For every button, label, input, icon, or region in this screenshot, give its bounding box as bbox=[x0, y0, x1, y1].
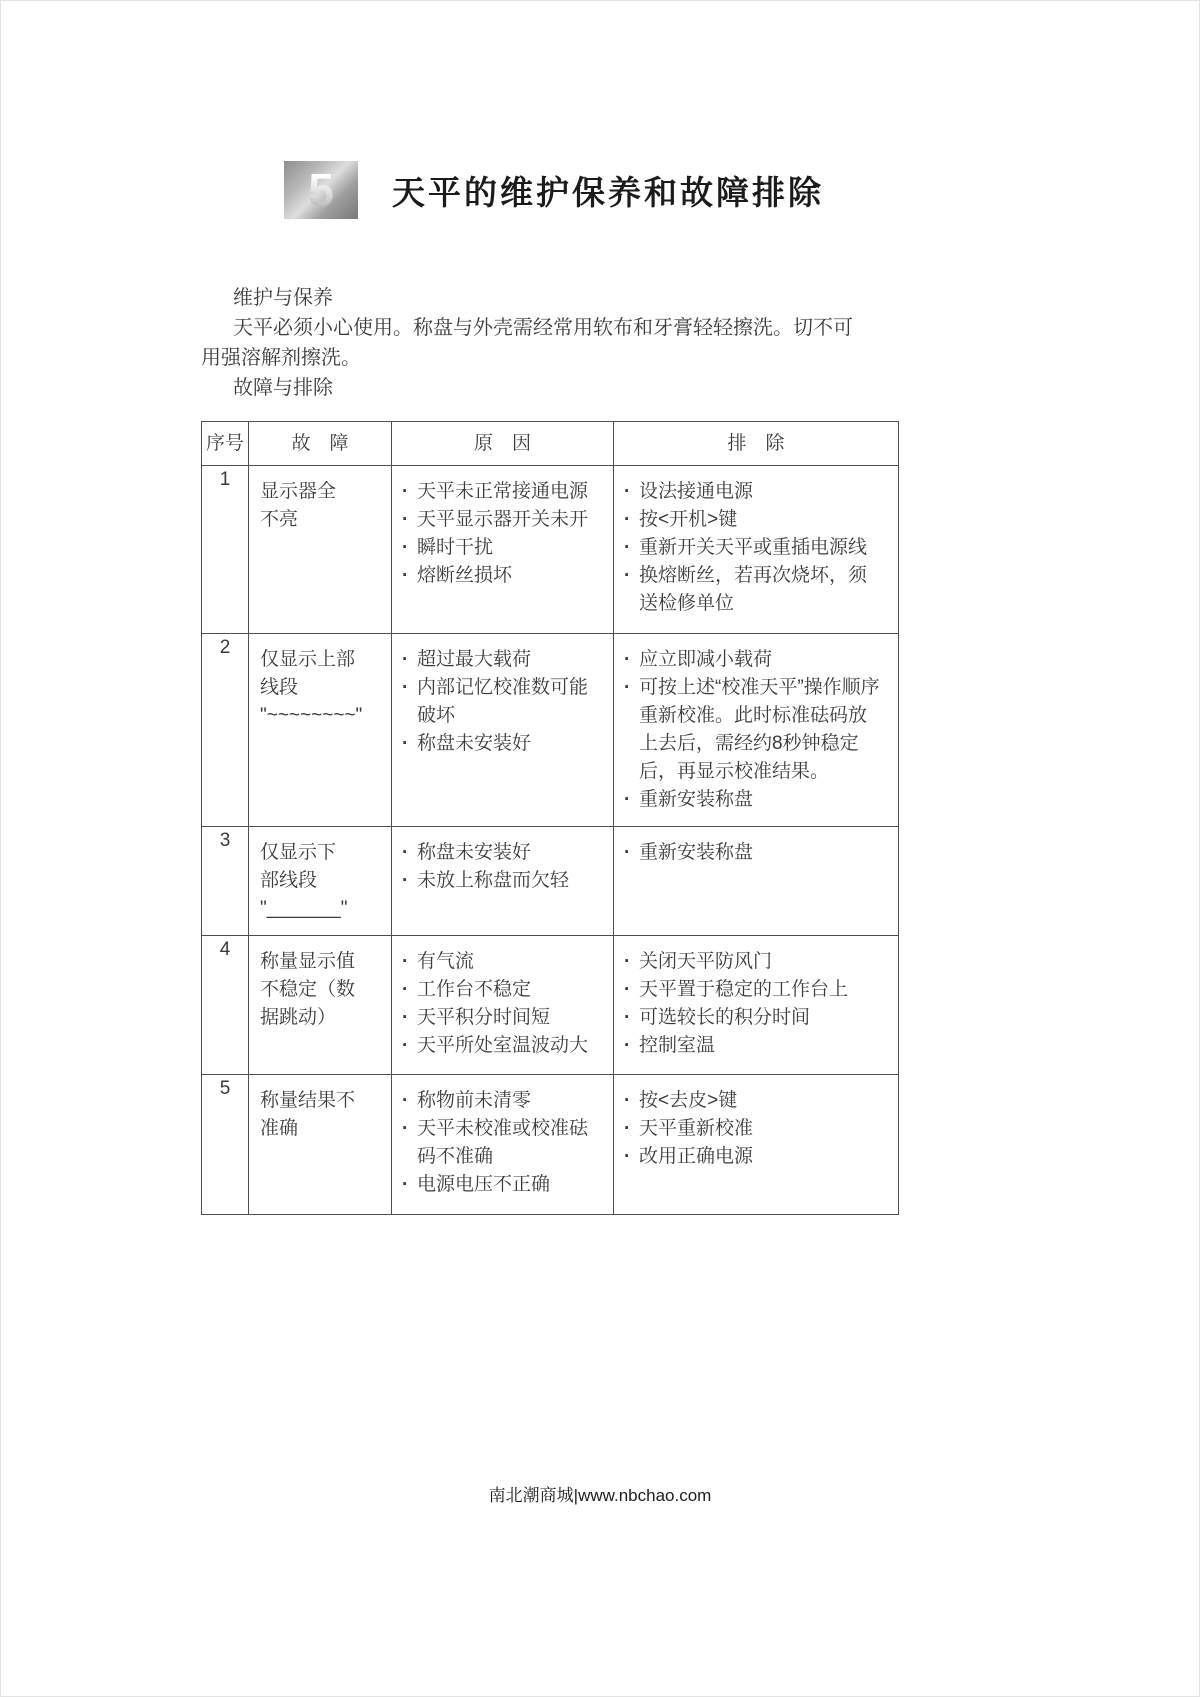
bullet-item: · 可按上述“校准天平”操作顺序重新校准。此时标准砝码放上去后，需经约8秒钟稳定后，再显示校准结果。 bbox=[622, 674, 884, 786]
bullet-item: · 应立即减小载荷 bbox=[622, 646, 884, 674]
table-header-row bbox=[202, 422, 899, 466]
table-row bbox=[202, 1075, 899, 1215]
table-row bbox=[202, 634, 899, 827]
cause-cell bbox=[392, 1075, 614, 1215]
column-header-3: 原 因 bbox=[392, 422, 614, 466]
bullet-item: · 内部记忆校准数可能破坏 bbox=[400, 674, 599, 730]
fault-line: 显示器全 bbox=[260, 481, 337, 502]
row-number-cell: 1 bbox=[202, 466, 249, 634]
fault-line: 仅显示下 bbox=[260, 842, 337, 863]
fault-line: 准确 bbox=[260, 1118, 299, 1139]
row-number-cell: 4 bbox=[202, 936, 249, 1075]
row-number-cell: 2 bbox=[202, 634, 249, 827]
cause-cell bbox=[392, 936, 614, 1075]
fault-line: 据跳动） bbox=[260, 1007, 337, 1028]
bullet-item: · 可选较长的积分时间 bbox=[622, 1004, 884, 1032]
bullet-item: · 重新安装称盘 bbox=[622, 786, 884, 814]
bullet-item: · 天平重新校准 bbox=[622, 1115, 884, 1143]
bullet-item: · 改用正确电源 bbox=[622, 1143, 884, 1171]
fault-line: 仅显示上部 bbox=[260, 649, 356, 670]
bullet-item: · 瞬时干扰 bbox=[400, 534, 599, 562]
remedy-cell bbox=[614, 936, 899, 1075]
bullet-item: · 换熔断丝，若再次烧坏，须送检修单位 bbox=[622, 562, 884, 618]
fault-cell bbox=[249, 827, 392, 936]
bullet-item: · 按<开机>键 bbox=[622, 506, 884, 534]
row-number-cell: 5 bbox=[202, 1075, 249, 1215]
bullet-item: · 称物前未清零 bbox=[400, 1087, 599, 1115]
fault-line: 线段 bbox=[260, 677, 299, 698]
fault-line: 称量结果不 bbox=[260, 1090, 356, 1111]
bullet-item: · 称盘未安装好 bbox=[400, 730, 599, 758]
chapter-title: 天平的维护保养和故障排除 bbox=[392, 173, 824, 211]
cause-cell bbox=[392, 827, 614, 936]
bullet-item: · 控制室温 bbox=[622, 1032, 884, 1060]
fault-cell bbox=[249, 466, 392, 634]
bullet-item: · 熔断丝损坏 bbox=[400, 562, 599, 590]
chapter-number: 5 bbox=[308, 164, 334, 216]
bullet-item: · 天平未校准或校准砝码不准确 bbox=[400, 1115, 599, 1171]
bullet-item: · 有气流 bbox=[400, 948, 599, 976]
bullet-item: · 按<去皮>键 bbox=[622, 1087, 884, 1115]
table-row bbox=[202, 827, 899, 936]
bullet-item: · 天平积分时间短 bbox=[400, 1004, 599, 1032]
chapter-header bbox=[284, 161, 824, 219]
bullet-item: · 重新安装称盘 bbox=[622, 839, 884, 867]
bullet-item: · 关闭天平防风门 bbox=[622, 948, 884, 976]
bullet-item: · 工作台不稳定 bbox=[400, 976, 599, 1004]
remedy-cell bbox=[614, 634, 899, 827]
table-row bbox=[202, 466, 899, 634]
remedy-cell bbox=[614, 466, 899, 634]
intro-section bbox=[201, 283, 861, 403]
fault-cell bbox=[249, 936, 392, 1075]
fault-cell bbox=[249, 634, 392, 827]
bullet-item: · 天平未正常接通电源 bbox=[400, 478, 599, 506]
bullet-item: · 天平显示器开关未开 bbox=[400, 506, 599, 534]
page-footer bbox=[1, 1481, 1199, 1506]
column-header-4: 排 除 bbox=[614, 422, 899, 466]
bullet-item: · 天平所处室温波动大 bbox=[400, 1032, 599, 1060]
bullet-item: · 超过最大载荷 bbox=[400, 646, 599, 674]
remedy-cell bbox=[614, 827, 899, 936]
maintenance-paragraph: 天平必须小心使用。称盘与外壳需经常用软布和牙膏轻轻擦洗。切不可用强溶解剂擦洗。 bbox=[201, 317, 853, 369]
fault-line: 部线段 bbox=[260, 870, 318, 891]
fault-line: 不亮 bbox=[260, 509, 299, 530]
column-header-1: 序号 bbox=[202, 422, 249, 466]
footer-watermark: 南北潮商城|www.nbchao.com bbox=[488, 1486, 712, 1505]
bullet-item: · 称盘未安装好 bbox=[400, 839, 599, 867]
chapter-number-badge bbox=[284, 161, 358, 219]
table-body bbox=[202, 466, 899, 1215]
table-row bbox=[202, 936, 899, 1075]
fault-line: 称量显示值 bbox=[260, 951, 356, 972]
fault-line: 不稳定（数 bbox=[260, 979, 356, 1000]
bullet-item: · 设法接通电源 bbox=[622, 478, 884, 506]
remedy-cell bbox=[614, 1075, 899, 1215]
bullet-item: · 天平置于稳定的工作台上 bbox=[622, 976, 884, 1004]
maintenance-heading: 维护与保养 bbox=[233, 287, 333, 309]
bullet-item: · 电源电压不正确 bbox=[400, 1171, 599, 1199]
fault-line: "_______" bbox=[260, 898, 348, 919]
troubleshooting-table bbox=[201, 421, 899, 1215]
row-number-cell: 3 bbox=[202, 827, 249, 936]
cause-cell bbox=[392, 634, 614, 827]
troubleshooting-heading: 故障与排除 bbox=[233, 377, 333, 399]
bullet-item: · 未放上称盘而欠轻 bbox=[400, 867, 599, 895]
column-header-2: 故 障 bbox=[249, 422, 392, 466]
fault-line: "~~~~~~~~" bbox=[260, 705, 363, 726]
bullet-item: · 重新开关天平或重插电源线 bbox=[622, 534, 884, 562]
fault-cell bbox=[249, 1075, 392, 1215]
cause-cell bbox=[392, 466, 614, 634]
